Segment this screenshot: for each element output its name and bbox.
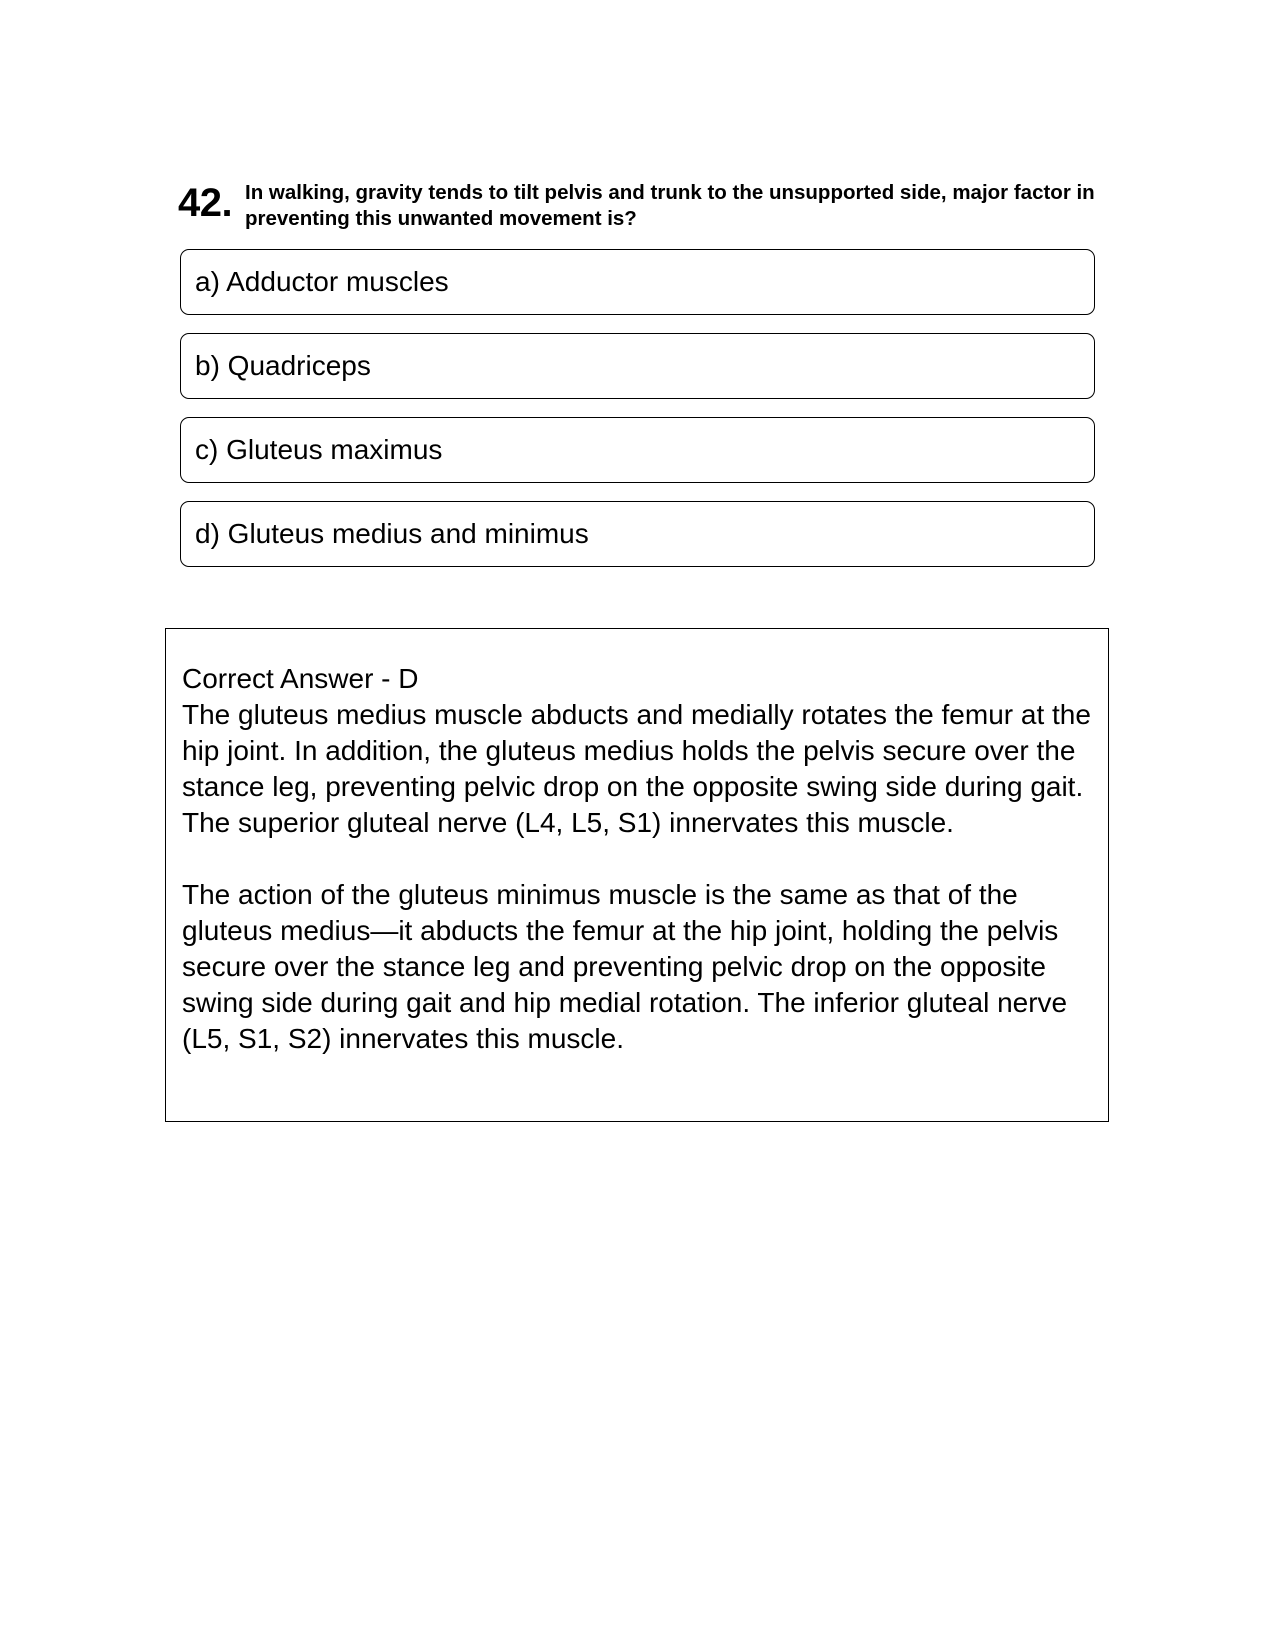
answer-explanation-box	[165, 628, 1109, 1122]
option-d[interactable]: d) Gluteus medius and minimus	[180, 501, 1095, 567]
correct-answer-heading: Correct Answer - D	[182, 663, 419, 694]
question-block	[178, 178, 1098, 238]
question-number: 42.	[178, 181, 233, 225]
question-text: In walking, gravity tends to tilt pelvis and trunk to the unsupported side, major factor in preventing this unwanted movement is?	[245, 181, 1095, 230]
option-b[interactable]: b) Quadriceps	[180, 333, 1095, 399]
explanation-paragraph-1: The gluteus medius muscle abducts and medially rotates the femur at the hip joint. In addition, the gluteus medius holds the pelvis secure over the stance leg, preventing pelvic drop on the opposite swing side during gait. The superior gluteal nerve (L4, L5, S1) innervates this muscle.	[182, 699, 1091, 838]
option-a[interactable]: a) Adductor muscles	[180, 249, 1095, 315]
explanation-paragraph-2: The action of the gluteus minimus muscle is the same as that of the gluteus medius—it abducts the femur at the hip joint, holding the pelvis secure over the stance leg and preventing pelvic drop on the opposite swing side during gait and hip medial rotation. The inferior gluteal nerve (L5, S1, S2) innervates this muscle.	[182, 879, 1068, 1054]
option-c[interactable]: c) Gluteus maximus	[180, 417, 1095, 483]
